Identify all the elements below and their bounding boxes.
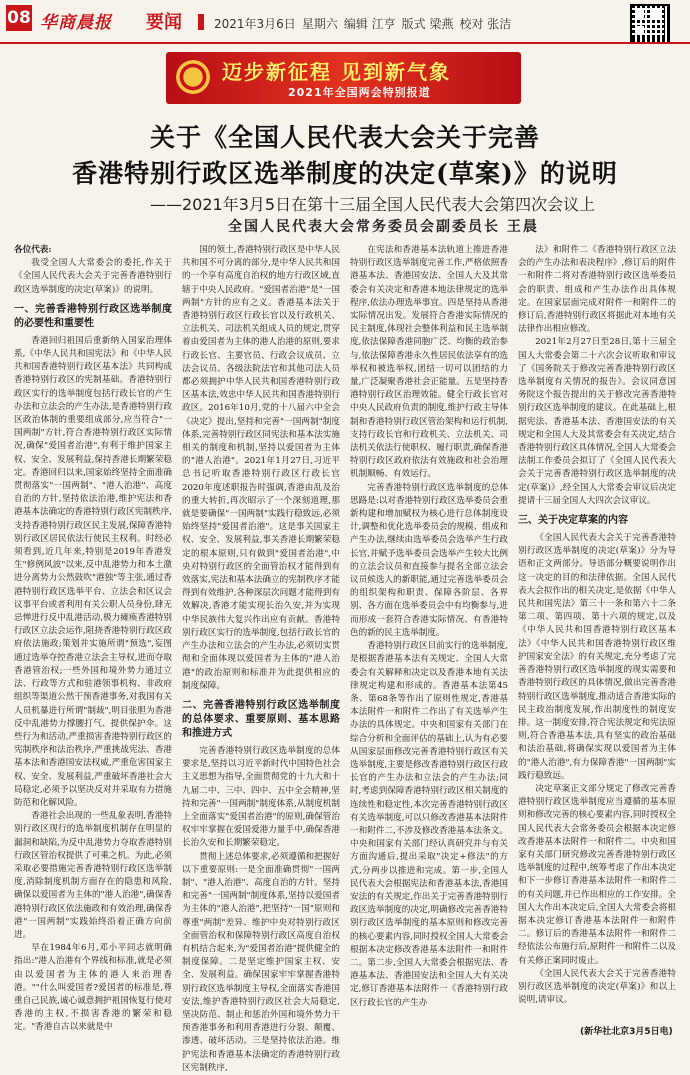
editor-credit: 编辑 江亨: [343, 17, 396, 31]
paragraph: 决定草案正文部分规定了修改完善香港特别行政区选举制度应当遵循的基本原则和修改完善的核心要素内容,同时授权全国人民代表大会常务委员会根据本决定修改香港基本法附件一和附件二。中央和国家有关部门研究修改完善香港特别行政区选举制度的过程中,统筹考虑了作出本决定和下一步修订香港基本法附件一和附件二的有关问题,并已作出相应的工作安排。全国人大作出本决定后,全国人大常委会将根据本决定修订香港基本法附件一和附件二。修订后的香港基本法附件一和附件二经依法公布施行后,原附件一和附件二以及有关修正案同时废止。: [518, 783, 676, 966]
article-column: [182, 244, 340, 1073]
paragraph: 2021年2月27日至28日,第十三届全国人大常委会第二十六次会议听取和审议了《国务院关于修改完善香港特别行政区选举制度有关情况的报告》。会议同意国务院这个报告提出的关于修改完善香港特别行政区选举制度的建议。在此基础上,根据宪法、香港基本法、香港国安法的有关规定和全国人大及其常委会有关决定,结合香港特别行政区具体情况,全国人大常委会法制工作委员会拟订了《全国人民代表大会关于完善香港特别行政区选举制度的决定(草案)》,经全国人大常委会审议后决定提请十三届全国人大四次会议审议。: [518, 337, 676, 506]
paragraph: 我受全国人大常委会的委托,作关于《全国人民代表大会关于完善香港特别行政区选举制度的决定(草案)》的说明。: [14, 258, 172, 295]
header-rule: [0, 42, 690, 44]
paragraph: 香港特别行政区目前实行的选举制度,是根据香港基本法有关规定、全国人大常委会有关解释和决定以及香港本地有关法律规定构建和形成的。香港基本法第45条、第68条等作出了原则性规定,香港基本法附件一和附件二作出了有关选举产生办法的具体规定。中央和国家有关部门在综合分析和全面评估的基础上,认为有必要从国家层面修改完善香港特别行政区有关选举制度,主要是修改香港特别行政区行政长官的产生办法和立法会的产生办法;同时,考虑到保障香港特别行政区相关制度的连续性和稳定性,本次完善香港特别行政区有关选举制度,可以只修改香港基本法附件一和附件二,不涉及修改香港基本法条文。中央和国家有关部门经认真研究并与有关方面沟通后,提出采取"决定+修法"的方式,分两步以推进和完成。第一步,全国人民代表大会根据宪法和香港基本法,香港国安法的有关规定,作出关于完善香港特别行政区选举制度的决定,明确修改完善香港特别行政区选举制度的基本原则和修改完善的核心要素内容,同时授权全国人大常委会根据本决定修改香港基本法附件一和附件二。第二步,全国人大常委会根据宪法、香港基本法、香港国安法和全国人大有关决定,修订香港基本法附件一《香港特别行政区行政长官的产生办: [350, 641, 508, 1008]
section-heading: 一、完善香港特别行政区选举制度的必要性和重要性: [14, 303, 172, 329]
qr-code-pattern: [632, 6, 664, 38]
paragraph: 早在1984年6月,邓小平同志就明确指出:"港人治港有个界线和标准,就是必须由以爱国者为主体的港人来治理香港。""什么叫爱国者?爱国者的标准是,尊重自己民族,诚心诚意拥护祖国恢复行使对香港的主权,不损害香港的繁荣和稳定。"香港自古以来就是中: [14, 943, 172, 1033]
issue-weekday: 星期六: [301, 17, 338, 31]
proofread-credit: 校对 张洁: [459, 17, 512, 31]
section-heading: 二、完善香港特别行政区选举制度的总体要求、重要原则、基本思路和推进方式: [182, 699, 340, 739]
page-number: 08: [6, 5, 32, 31]
paragraph: 法》和附件二《香港特别行政区立法会的产生办法和表决程序》,修订后的附件一和附件二将对香港特别行政区选举委员会的职责、组成和产生办法作出具体规定。在国家层面完成对附件一和附件二的修订后,香港特别行政区将据此对本地有关法律作出相应修改。: [518, 245, 676, 335]
special-report-banner: [166, 52, 521, 104]
issue-meta: [214, 15, 511, 32]
news-agency-credit: (新华社北京3月5日电): [580, 1027, 673, 1037]
article-column: [350, 244, 508, 1024]
paragraph: 《全国人民代表大会关于完善香港特别行政区选举制度的决定(草案)》和以上说明,请审议。: [518, 968, 676, 1006]
paragraph: 完善香港特别行政区选举制度的总体思路是:以对香港特别行政区选举委员会重新构建和增加赋权为核心进行总体制度设计,调整和优化选举委员会的规模、组成和产生办法,继续由选举委员会选举产生行政长官,并赋予选举委员会选举产生较大比例的立法会议员和直接参与提名全部立法会议员候选人的新职能,通过完善选举委员会的组织架构和职责、保障各阶层、各界别、各方面在选举委员会中有均衡参与,进而形成一套符合香港实际情况、有香港特色的新的民主选举制度。: [350, 482, 508, 638]
issue-date: 2021年3月6日: [214, 17, 296, 31]
newspaper-logo: 华商晨报: [40, 13, 112, 33]
article-column: [14, 244, 172, 1033]
paragraph: 在宪法和香港基本法轨道上推进香港特别行政区选举制度完善工作,严格依照香港基本法、香港国安法、全国人大及其常委会有关决定和香港本地法律规定的选举程序,依法办理选举事宜。四是坚持从香港实际情况出发。发展符合香港实际情况的民主制度,体现社会整体利益和民主选举制度,依法保障香港同胞广泛、均衡的政治参与,依法保障香港永久性居民依法享有的选举权和被选举权,团结一切可以团结的力量,广泛凝聚香港社会正能量。五是坚持香港特别行政区治理效能。健全行政长官对中央人民政府负责的制度,维护行政主导体制和香港特别行政区管治架构和运行机制,支持行政长官和行政机关、立法机关、司法机关依法行使职权、履行职责,确保香港特别行政区政府依法有效施政和社会治理机制顺畅、有效运行。: [350, 245, 508, 480]
article-title-line2: 香港特别行政区选举制度的决定(草案)》的说明: [72, 159, 618, 188]
paragraph: 香港回归祖国后重新纳入国家治理体系,《中华人民共和国宪法》和《中华人民共和国香港特别行政区基本法》共同构成香港特别行政区的宪制基础。香港特别行政区实行的选举制度包括行政长官的产生办法和立法会的产生办法,是香港特别行政区政治体制的重要组成部分,应当符合"一国两制"方针,符合香港特别行政区实际情况,确保"爱国者治港",有利于维护国家主权、安全、发展利益,保持香港长期繁荣稳定。香港回归以来,国家始终坚持全面准确贯彻落实"一国两制"、"港人治港"、高度自治的方针,坚持依法治港,维护宪法和香港基本法确定的香港特别行政区宪制秩序,支持香港特别行政区民主发展,保障香港特别行政区居民依法行使民主权利。时经必须看到,近几年来,特别是2019年香港发生"修例风波"以来,反中乱港势力和本土激进分离势力公然鼓吹"港独"等主张,通过香港特别行政区选举平台、立法会和区议会议事平台或者利用有关公职人员身份,肆无忌惮进行反中乱港活动,极力瘫痪香港特别行政区立法会运作,阻挠香港特别行政区政府依法施政;策划并实施所谓"预选",妄图通过选举夺控香港立法会主导权,进而夺取香港管治权;一些外国和境外势力通过立法、行政等方式和驻港领事机构、非政府组织等渠道公然干预香港事务,对我国有关人员机暴进行所谓"制裁",明目张胆为香港反中乱港势力撑腰打气、提供保护伞。这些行为和活动,严重损害香港特别行政区的宪制秩序和法治秩序,严重挑战宪法、香港基本法和香港国安法权威,严重危害国家主权、安全、发展利益,严重破坏香港社会大局稳定,必须予以坚决反对并采取有力措施防范和化解风险。: [14, 335, 172, 808]
paragraph: 《全国人民代表大会关于完善香港特别行政区选举制度的决定(草案)》分为导语和正文两部分。导语部分概要说明作出这一决定的目的和法律依据。全国人民代表大会拟作出的相关决定,是依据《中华人民共和国宪法》第三十一条和第六十二条第二项、第四项、第十六项的规定,以及《中华人民共和国香港特别行政区基本法》《中华人民共和国香港特别行政区维护国家安全法》的有关规定,充分考虑了完善香港特别行政区选举制度的现实需要和香港特别行政区的具体情况,做出完善香港特别行政区选举制度,推动适合香港实际的民主政治制度发展,作出制度性的制度安排。这一制度安排,符合宪法规定和宪法原则,符合香港基本法,具有坚实的政治基础和法治基础,将确保实现以爱国者为主体的"港人治港",有力保障香港"一国两制"实践行稳致远。: [518, 533, 676, 781]
banner-subtitle: 2021年全国两会特别报道: [288, 86, 431, 99]
national-emblem-icon: [176, 60, 210, 94]
article-title-line1: 关于《全国人民代表大会关于完善: [149, 123, 540, 152]
article-subtitle: ——2021年3月5日在第十三届全国人民代表大会第四次会议上: [150, 195, 596, 214]
masthead: [0, 0, 690, 40]
paragraph: 香港社会出现的一些乱象表明,香港特别行政区现行的选举制度机制存在明显的漏洞和缺陷,为反中乱港势力夺取香港特别行政区管治权提供了可乘之机。为此,必须采取必要措施完善香港特别行政区选举制度,消除制度机制方面存在的隐患和风险,确保以爱国者为主体的"港人治港",确保香港特别行政区依法施政和有效治理,确保香港"一国两制"实践始终沿着正确方向前进。: [14, 811, 172, 940]
design-credit: 版式 梁燕: [401, 17, 454, 31]
section-divider: [198, 14, 204, 30]
paragraph: 完善香港特别行政区选举制度的总体要求是,坚持以习近平新时代中国特色社会主义思想为指导,全面贯彻党的十九大和十九届二中、三中、四中、五中全会精神,坚持和完善"一国两制"制度体系,从制度机制上全面落实"爱国者治港"的原则,确保管治权牢牢掌握在爱国爱港力量手中,确保香港长治久安和长期繁荣稳定。: [182, 745, 340, 849]
banner-slogan: 迈步新征程 见到新气象: [222, 60, 451, 84]
article-author: 全国人民代表大会常务委员会副委员长 王晨: [228, 219, 539, 235]
section-heading: 三、关于决定草案的内容: [518, 515, 628, 527]
article-column: [518, 244, 676, 1024]
salutation: 各位代表:: [14, 245, 52, 255]
paragraph: 贯彻上述总体要求,必须遵循和把握好以下重要原则:一是全面准确贯彻"一国两制"、"港人治港"、高度自治的方针。坚持和完善"一国两制"制度体系,坚持以爱国者为主体的"港人治港",把坚持"一国"原则和尊重"两制"差异、维护中央对特别行政区全面管治权和保障特别行政区高度自治权有机结合起来,为"爱国者治港"提供健全的制度保障。二是坚定维护国家主权、安全、发展利益。确保国家牢牢掌握香港特别行政区选举制度主导权,全面落实香港国安法,维护香港特别行政区社会大局稳定,坚决防范、制止和惩治外国和境外势力干预香港事务和利用香港进行分裂、颠覆、渗透、破坏活动。三是坚持依法治港。维护宪法和香港基本法确定的香港特别行政区宪制秩序,: [182, 851, 340, 1073]
section-title: 要闻: [146, 12, 182, 33]
paragraph: 国的领土,香港特别行政区是中华人民共和国不可分离的部分,是中华人民共和国的一个享有高度自治权的地方行政区域,直辖于中央人民政府。"爱国者治港"是"一国两制"方针的应有之义。香港基本法关于香港特别行政区行政长官以及行政机关、立法机关、司法机关组成人员的规定,贯穿着由爱国者为主体的港人治港的原则,要求行政长官、主要官员、行政会议成员、立法会议员、各级法院法官和其他司法人员都必须拥护中华人民共和国香港特别行政区基本法,效忠中华人民共和国香港特别行政区。2016年10月,党的十八届六中全会《决定》提出,坚持和完善"一国两制"制度体系,完善特别行政区同宪法和基本法实施相关的制度和机制,坚持以爱国者为主体的"港人治港"。2021年1月27日,习近平总书记听取香港特别行政区行政长官2020年度述职报告时强调,香港由乱及治的重大转折,再次昭示了一个深刻道理,那就是要确保"一国两制"实践行稳致远,必须始终坚持"爱国者治港"。这是事关国家主权、安全、发展利益,事关香港长期繁荣稳定的根本原则,只有做到"爱国者治港",中央对特别行政区的全面管治权才能得到有效落实,宪法和基本法确立的宪制秩序才能得到有效维护,各种深层次问题才能得到有效解决,香港才能实现长治久安,并为实现中华民族伟大复兴作出应有贡献。香港特别行政区实行的选举制度,包括行政长官的产生办法和立法会的产生办法,必须切实贯彻和全面体现以爱国者为主体的"港人治港"的政治原则和标准并为此提供相应的制度保障。: [182, 245, 340, 691]
